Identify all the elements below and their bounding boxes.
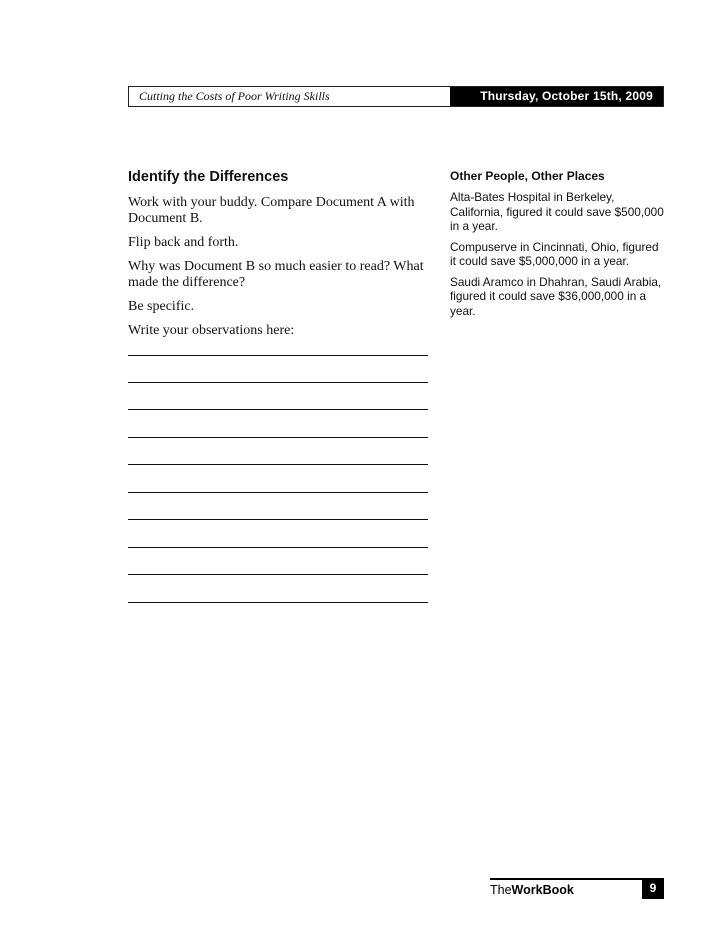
footer-rule xyxy=(490,878,664,880)
observation-line xyxy=(128,382,428,383)
observation-line xyxy=(128,437,428,438)
observation-line xyxy=(128,355,428,356)
sidebar-heading: Other People, Other Places xyxy=(450,169,605,183)
instruction-paragraph: Write your observations here: xyxy=(128,323,295,338)
observation-line xyxy=(128,409,428,410)
running-header xyxy=(128,86,664,107)
page-number: 9 xyxy=(642,878,664,899)
sidebar-paragraph: Compuserve in Cincinnati, Ohio, figured it could save $5,000,000 in a year. xyxy=(450,239,659,268)
observation-line xyxy=(128,547,428,548)
observation-line xyxy=(128,519,428,520)
main-column xyxy=(128,168,428,347)
header-title: Cutting the Costs of Poor Writing Skills xyxy=(139,89,330,103)
instruction-paragraph: Be specific. xyxy=(128,299,195,314)
observation-line xyxy=(128,602,428,603)
header-date: Thursday, October 15th, 2009 xyxy=(450,87,663,106)
sidebar-paragraph: Alta-Bates Hospital in Berkeley, California, figured it could save $500,000 in a year. xyxy=(450,190,664,233)
section-heading: Identify the Differences xyxy=(128,169,289,185)
instruction-paragraph: Flip back and forth. xyxy=(128,235,239,250)
observation-line xyxy=(128,464,428,465)
brand-name: WorkBook xyxy=(511,883,574,897)
footer-brand xyxy=(490,882,574,898)
sidebar-column xyxy=(450,168,665,324)
sidebar-paragraph: Saudi Aramco in Dhahran, Saudi Arabia, figured it could save $36,000,000 in a year. xyxy=(450,274,662,318)
brand-prefix: The xyxy=(490,883,512,897)
observation-line xyxy=(128,492,428,493)
instruction-paragraph: Why was Document B so much easier to read? What made the difference? xyxy=(128,259,424,290)
instruction-paragraph: Work with your buddy. Compare Document A with Document B. xyxy=(128,195,415,226)
observation-line xyxy=(128,574,428,575)
